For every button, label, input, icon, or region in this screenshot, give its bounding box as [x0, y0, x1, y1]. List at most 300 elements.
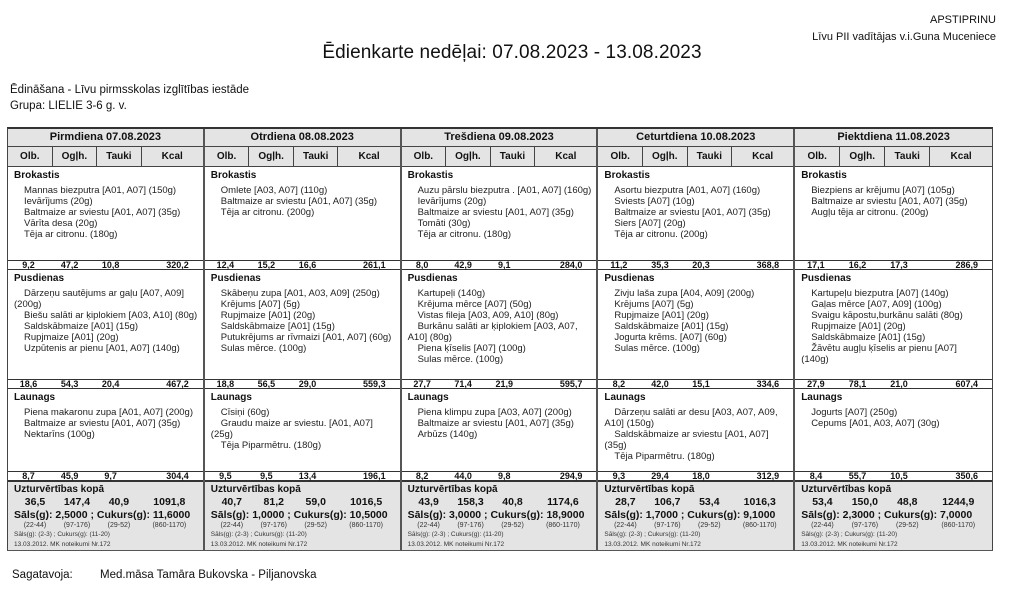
dish-item: Putukrējums ar rīvmaizi [A01, A07] (60g) [220, 332, 392, 343]
nutrient-column-header: Kcal [752, 151, 774, 162]
dish-item: Vārīta desa (20g) [24, 218, 98, 229]
dish-item: Sulas mērce. (100g) [417, 354, 504, 365]
meal-total-value: 9,8 [497, 471, 511, 481]
meal-total-value: 54,3 [60, 379, 79, 389]
dish-item: Gaļas mērce [A07, A09] (100g) [811, 299, 942, 310]
nutrient-column-header: Kcal [161, 151, 183, 162]
summary-value: 53,4 [699, 496, 720, 508]
nutrient-column-header: Olb. [598, 147, 643, 166]
meal-section [795, 270, 992, 389]
meal-total-value: 467,2 [166, 379, 189, 389]
range-value: (29-52) [501, 522, 524, 529]
meal-body [8, 270, 203, 379]
meal-total-value: 312,9 [756, 471, 780, 481]
meal-totals-row [205, 471, 400, 481]
meal-body [598, 167, 793, 260]
menu-meta [10, 82, 249, 114]
meal-name: Brokastis [407, 170, 454, 181]
regulation-reference: 13.03.2012. MK noteikumi Nr.172 [604, 541, 701, 548]
range-value: (97-176) [457, 522, 484, 529]
meal-total-value: 42,9 [454, 260, 472, 270]
nutrient-header-row [205, 147, 400, 167]
meal-total-value: 8,0 [415, 260, 429, 270]
meal-total-value: 8,7 [22, 471, 35, 481]
summary-title: Uzturvērtības kopā [604, 484, 695, 495]
dish-item: Tēja ar citronu. (200g) [220, 207, 315, 218]
recommended-ranges [801, 521, 988, 530]
nutrient-column-header: Tauki [491, 147, 536, 166]
meal-section [8, 167, 203, 270]
daily-summary [205, 481, 400, 550]
salt-sugar-total: Sāls(g): 2,5000 ; Cukurs(g): 11,6000 [14, 509, 191, 521]
meal-body [795, 270, 992, 379]
dish-item: Saldskābmaize [A01] (15g) [24, 321, 139, 332]
meal-total-value: 16,2 [848, 260, 867, 270]
page-title: Ēdienkarte nedēļai: 07.08.2023 - 13.08.2023 [322, 42, 702, 63]
dish-item: Baltmaize ar sviestu [A01, A07] (35g) [24, 207, 181, 218]
day-header: Piektdiena 11.08.2023 [795, 129, 992, 147]
meal-totals-row [402, 260, 597, 270]
meal-totals-row [795, 379, 992, 389]
summary-title: Uzturvērtības kopā [407, 484, 498, 495]
meal-total-value: 55,7 [848, 471, 867, 481]
meal-body [598, 270, 793, 379]
range-value: (97-176) [260, 522, 287, 529]
nutrient-header-row [402, 147, 597, 167]
meal-totals-row [205, 379, 400, 389]
meal-totals-row [598, 379, 793, 389]
dish-item: Skābeņu zupa [A01, A03, A09] (250g) [220, 288, 380, 299]
meal-total-value: 16,6 [298, 260, 317, 270]
summary-value: 158,3 [457, 496, 484, 508]
range-value: (29-52) [698, 522, 721, 529]
meal-total-value: 44,0 [454, 471, 472, 481]
meal-section [402, 389, 597, 481]
day-column [205, 129, 402, 549]
summary-value: 1244,9 [942, 496, 975, 508]
meal-total-value: 9,3 [612, 471, 626, 481]
dish-item: Jogurta krēms. [A07] (60g) [614, 332, 727, 343]
meal-total-value: 559,3 [363, 379, 386, 389]
dish-item: Rupjmaize [A01] (20g) [614, 310, 709, 321]
salt-sugar-total: Sāls(g): 3,0000 ; Cukurs(g): 18,9000 [407, 509, 585, 521]
meal-section [402, 167, 597, 270]
dish-item: Kartupeļu biezputra [A07] (140g) [811, 288, 949, 299]
meal-totals-row [8, 260, 203, 270]
meal-total-value: 9,1 [497, 260, 511, 270]
weekly-menu-table [7, 127, 993, 551]
meal-total-value: 8,2 [612, 379, 626, 389]
dish-item: Tēja ar citronu. (180g) [417, 229, 512, 240]
summary-title: Uzturvērtības kopā [14, 484, 105, 495]
nutrient-column-header: Tauki [294, 147, 339, 166]
dish-item: Rupjmaize [A01] (20g) [220, 310, 316, 321]
summary-values [604, 496, 789, 509]
salt-sugar-total: Sāls(g): 1,0000 ; Cukurs(g): 10,5000 [210, 509, 388, 521]
range-value: (22-44) [417, 522, 440, 529]
salt-sugar-total: Sāls(g): 2,3000 ; Cukurs(g): 7,0000 [801, 509, 973, 521]
meal-total-value: 21,9 [495, 379, 514, 389]
day-column [598, 129, 795, 549]
summary-value: 1174,6 [547, 496, 579, 508]
meal-totals-row [205, 260, 400, 270]
dish-item: Piena ķīselis [A07] (100g) [417, 343, 526, 354]
meal-total-value: 9,5 [260, 471, 273, 481]
day-header: Otrdiena 08.08.2023 [205, 129, 400, 147]
summary-title: Uzturvērtības kopā [801, 484, 892, 495]
meal-total-value: 261,1 [363, 260, 386, 270]
meal-total-value: 8,2 [415, 471, 429, 481]
dish-item: Kartupeļi (140g) [417, 288, 486, 299]
dish-item: Rupjmaize [A01] (20g) [24, 332, 119, 343]
summary-title: Uzturvērtības kopā [210, 484, 301, 495]
meal-name: Pusdienas [604, 273, 655, 284]
dish-item: Cīsiņi (60g) [220, 407, 270, 418]
summary-values [408, 496, 593, 509]
meal-total-value: 196,1 [363, 471, 386, 481]
daily-summary [598, 481, 793, 550]
dish-item: Dārzeņu sautējums ar gaļu [A07, A09] (200g) [14, 288, 185, 310]
meal-total-value: 15,1 [692, 379, 710, 389]
regulation-reference: 13.03.2012. MK noteikumi Nr.172 [14, 541, 111, 548]
meal-total-value: 27,9 [807, 379, 825, 389]
dish-item: Baltmaize ar sviestu [A01, A07] (35g) [417, 418, 574, 429]
meal-total-value: 12,4 [216, 260, 235, 270]
dish-item: Asortu biezputra [A01, A07] (160g) [614, 185, 761, 196]
meal-section [8, 389, 203, 481]
dish-item: Baltmaize ar sviestu [A01, A07] (35g) [24, 418, 181, 429]
meal-total-value: 13,4 [298, 471, 317, 481]
nutrient-column-header: Tauki [97, 147, 142, 166]
nutrient-column-header: Olb. [795, 147, 840, 166]
prepared-by-label: Sagatavoja: [12, 569, 73, 581]
meal-name: Brokastis [801, 170, 847, 181]
summary-values [801, 496, 988, 509]
summary-value: 40,7 [221, 496, 242, 508]
nutrient-column-header: Olb. [8, 147, 53, 166]
meal-name: Launags [604, 392, 646, 403]
summary-value: 1016,5 [350, 496, 383, 508]
meal-total-value: 78,1 [848, 379, 867, 389]
meal-section [598, 270, 793, 389]
dish-item: Sviests [A07] (10g) [614, 196, 695, 207]
meal-name: Brokastis [210, 170, 257, 181]
range-value: (860-1170) [742, 522, 777, 529]
dish-item: Baltmaize ar sviestu [A01, A07] (35g) [811, 196, 968, 207]
dish-item: Tomāti (30g) [417, 218, 471, 229]
meal-total-value: 45,9 [60, 471, 79, 481]
meal-total-value: 18,6 [19, 379, 38, 389]
dish-item: Augļu tēja ar citronu. (200g) [811, 207, 929, 218]
meal-totals-row [795, 260, 992, 270]
meal-total-value: 368,8 [756, 260, 780, 270]
meal-totals-row [8, 471, 203, 481]
range-value: (860-1170) [941, 522, 976, 529]
nutrient-header-row [8, 147, 203, 167]
meal-section [795, 167, 992, 270]
nutrient-column-header: Kcal [950, 151, 972, 162]
dish-item: Graudu maize ar sviestu. [A01, A07] (25g) [210, 418, 373, 440]
range-value: (97-176) [654, 522, 681, 529]
summary-value: 106,7 [654, 496, 681, 508]
dish-item: Arbūzs (140g) [417, 429, 478, 440]
regulation-reference: 13.03.2012. MK noteikumi Nr.172 [801, 541, 898, 548]
salt-sugar-norm: Sāls(g): (2-3) ; Cukurs(g): (11-20) [604, 531, 701, 538]
dish-item: Mannas biezputra [A01, A07] (150g) [24, 185, 177, 196]
day-header: Trešdiena 09.08.2023 [402, 129, 597, 147]
nutrient-header-row [598, 147, 793, 167]
meal-body [8, 167, 203, 260]
approval-label: APSTIPRINU [929, 14, 996, 26]
dish-item: Piena makaronu zupa [A01, A07] (200g) [24, 407, 194, 418]
meal-total-value: 35,3 [651, 260, 669, 270]
nutrient-header-row [795, 147, 992, 167]
meal-total-value: 10,5 [890, 471, 908, 481]
meal-total-value: 18,8 [216, 379, 235, 389]
daily-summary [795, 481, 992, 550]
meal-name: Brokastis [604, 170, 650, 181]
meal-totals-row [402, 471, 597, 481]
meal-total-value: 56,5 [257, 379, 276, 389]
meal-total-value: 47,2 [60, 260, 79, 270]
meal-body [402, 270, 597, 379]
dish-item: Saldskābmaize [A01] (15g) [614, 321, 729, 332]
summary-value: 147,4 [63, 496, 91, 508]
meal-total-value: 42,0 [651, 379, 669, 389]
meal-total-value: 21,0 [890, 379, 908, 389]
dish-item: Tēja Piparmētru. (180g) [220, 440, 322, 451]
range-value: (29-52) [107, 522, 131, 529]
meal-name: Pusdienas [801, 273, 852, 284]
meal-name: Launags [407, 392, 449, 403]
meal-totals-row [598, 260, 793, 270]
daily-summary [8, 481, 203, 550]
footer [12, 569, 316, 581]
meal-body [402, 167, 597, 260]
meal-body [205, 270, 400, 379]
meal-total-value: 20,4 [101, 379, 120, 389]
day-column [402, 129, 599, 549]
summary-values [14, 496, 199, 509]
summary-value: 59,0 [305, 496, 326, 508]
dish-item: Žāvētu augļu ķīselis ar pienu [A07] (140g) [801, 343, 957, 365]
nutrient-column-header: Kcal [358, 151, 380, 162]
summary-value: 150,0 [851, 496, 878, 508]
meal-name: Pusdienas [407, 273, 458, 284]
summary-value: 81,2 [263, 496, 284, 508]
salt-sugar-norm: Sāls(g): (2-3) ; Cukurs(g): (11-20) [210, 531, 307, 538]
meal-total-value: 294,9 [559, 471, 583, 481]
meal-total-value: 9,2 [22, 260, 35, 270]
approval-block [812, 12, 996, 46]
meal-name: Pusdienas [210, 273, 261, 284]
salt-sugar-total: Sāls(g): 1,7000 ; Cukurs(g): 9,1000 [604, 509, 776, 521]
meal-section [402, 270, 597, 389]
range-value: (860-1170) [546, 522, 580, 529]
summary-values [211, 496, 396, 509]
recommended-ranges [211, 521, 396, 530]
dish-item: Saldskābmaize [A01] (15g) [811, 332, 926, 343]
dish-item: Tēja ar citronu. (180g) [24, 229, 118, 240]
meal-total-value: 29,0 [298, 379, 317, 389]
group-label: Grupa: LIELIE 3-6 g. v. [10, 100, 127, 112]
meal-total-value: 29,4 [651, 471, 669, 481]
dish-item: Siers [A07] (20g) [614, 218, 686, 229]
meal-section [598, 167, 793, 270]
meal-total-value: 320,2 [166, 260, 189, 270]
meal-total-value: 11,2 [610, 260, 628, 270]
nutrient-column-header: Ogļh. [840, 147, 885, 166]
meal-total-value: 17,1 [807, 260, 825, 270]
meal-total-value: 607,4 [955, 379, 978, 389]
nutrient-column-header: Ogļh. [446, 147, 491, 166]
meal-total-value: 9,7 [104, 471, 117, 481]
meal-total-value: 71,4 [454, 379, 472, 389]
meal-totals-row [598, 471, 793, 481]
meal-name: Launags [801, 392, 843, 403]
meal-total-value: 9,5 [219, 471, 232, 481]
meal-section [598, 389, 793, 481]
meal-body [205, 167, 400, 260]
dish-item: Biešu salāti ar ķiplokiem [A03, A10] (80g) [24, 310, 198, 321]
dish-item: Auzu pārslu biezputra . [A01, A07] (160g) [417, 185, 592, 196]
meal-section [205, 167, 400, 270]
dish-item: Saldskābmaize [A01] (15g) [220, 321, 335, 332]
meal-total-value: 15,2 [257, 260, 276, 270]
nutrient-column-header: Kcal [555, 151, 577, 162]
prepared-by-name: Med.māsa Tamāra Bukovska - Piljanovska [100, 569, 317, 581]
nutrient-column-header: Ogļh. [53, 147, 98, 166]
dish-item: Baltmaize ar sviestu [A01, A07] (35g) [614, 207, 771, 218]
meal-section [205, 270, 400, 389]
summary-value: 36,5 [24, 496, 46, 508]
dish-item: Baltmaize ar sviestu [A01, A07] (35g) [417, 207, 574, 218]
dish-item: Saldskābmaize ar sviestu [A01, A07] (35g) [604, 429, 769, 451]
meal-total-value: 8,4 [809, 471, 823, 481]
recommended-ranges [408, 521, 593, 530]
meal-total-value: 334,6 [756, 379, 780, 389]
dish-item: Dārzeņu salāti ar desu [A03, A07, A09, A10] (150g) [604, 407, 778, 429]
summary-value: 1091,8 [153, 496, 186, 508]
range-value: (860-1170) [152, 522, 187, 529]
meal-name: Brokastis [14, 170, 60, 181]
meal-total-value: 10,8 [101, 260, 120, 270]
range-value: (22-44) [614, 522, 637, 529]
range-value: (97-176) [63, 522, 91, 529]
day-header: Ceturtdiena 10.08.2023 [598, 129, 793, 147]
summary-value: 1016,3 [743, 496, 776, 508]
meal-section [8, 270, 203, 389]
catering-provider: Ēdināšana - Līvu pirmsskolas izglītības iestāde [10, 84, 250, 96]
summary-value: 43,9 [418, 496, 439, 508]
recommended-ranges [14, 521, 199, 530]
dish-item: Krējums [A07] (5g) [220, 299, 300, 310]
meal-total-value: 286,9 [955, 260, 978, 270]
nutrient-column-header: Ogļh. [249, 147, 294, 166]
meal-totals-row [402, 379, 597, 389]
regulation-reference: 13.03.2012. MK noteikumi Nr.172 [210, 541, 308, 548]
meal-total-value: 27,7 [413, 379, 431, 389]
day-column [795, 129, 992, 549]
dish-item: Svaigu kāpostu,burkānu salāti (80g) [811, 310, 963, 321]
meal-name: Launags [210, 392, 252, 403]
summary-value: 28,7 [615, 496, 636, 508]
meal-totals-row [8, 379, 203, 389]
dish-item: Cepums [A01, A03, A07] (30g) [811, 418, 940, 429]
range-value: (22-44) [811, 522, 834, 529]
range-value: (860-1170) [349, 522, 383, 529]
dish-item: Sulas mērce. (100g) [220, 343, 307, 354]
dish-item: Tēja Piparmētru. (180g) [614, 451, 715, 462]
meal-total-value: 18,0 [692, 471, 710, 481]
day-header: Pirmdiena 07.08.2023 [8, 129, 203, 147]
range-value: (29-52) [304, 522, 327, 529]
salt-sugar-norm: Sāls(g): (2-3) ; Cukurs(g): (11-20) [14, 531, 110, 538]
dish-item: Burkānu salāti ar ķiplokiem [A03, A07, A10] (80g) [407, 321, 578, 343]
meal-body [598, 389, 793, 471]
dish-item: Uzpūtenis ar pienu [A01, A07] (140g) [24, 343, 180, 354]
range-value: (29-52) [895, 522, 919, 529]
dish-item: Vistas fileja [A03, A09, A10] (80g) [417, 310, 559, 321]
summary-value: 40,8 [502, 496, 523, 508]
meal-section [205, 389, 400, 481]
summary-value: 53,4 [812, 496, 833, 508]
meal-body [205, 389, 400, 471]
regulation-reference: 13.03.2012. MK noteikumi Nr.172 [407, 541, 505, 548]
meal-totals-row [795, 471, 992, 481]
meal-name: Launags [14, 392, 56, 403]
meal-total-value: 20,3 [692, 260, 710, 270]
dish-item: Piena klimpu zupa [A03, A07] (200g) [417, 407, 572, 418]
meal-body [795, 167, 992, 260]
dish-item: Krējums [A07] (5g) [614, 299, 694, 310]
meal-body [402, 389, 597, 471]
meal-total-value: 350,6 [955, 471, 978, 481]
range-value: (22-44) [23, 522, 47, 529]
nutrient-column-header: Olb. [205, 147, 250, 166]
dish-item: Sulas mērce. (100g) [614, 343, 700, 354]
summary-value: 48,8 [897, 496, 918, 508]
dish-item: Nektarīns (100g) [24, 429, 95, 440]
range-value: (22-44) [220, 522, 244, 529]
meal-body [8, 389, 203, 471]
nutrient-column-header: Ogļh. [643, 147, 688, 166]
meal-total-value: 595,7 [559, 379, 583, 389]
nutrient-column-header: Olb. [402, 147, 447, 166]
dish-item: Baltmaize ar sviestu [A01, A07] (35g) [220, 196, 378, 207]
meal-total-value: 304,4 [166, 471, 189, 481]
meal-name: Pusdienas [14, 273, 65, 284]
dish-item: Krējuma mērce [A07] (50g) [417, 299, 532, 310]
nutrient-column-header: Tauki [885, 147, 930, 166]
meal-body [795, 389, 992, 471]
recommended-ranges [604, 521, 789, 530]
nutrient-column-header: Tauki [688, 147, 733, 166]
day-column [8, 129, 205, 549]
range-value: (97-176) [851, 522, 879, 529]
dish-item: Zivju laša zupa [A04, A09] (200g) [614, 288, 755, 299]
dish-item: Omlete [A03, A07] (110g) [220, 185, 328, 196]
salt-sugar-norm: Sāls(g): (2-3) ; Cukurs(g): (11-20) [407, 531, 504, 538]
dish-item: Biezpiens ar krējumu [A07] (105g) [811, 185, 955, 196]
meal-section [795, 389, 992, 481]
dish-item: Rupjmaize [A01] (20g) [811, 321, 906, 332]
dish-item: Ievārījums (20g) [417, 196, 487, 207]
approval-signer: Līvu PII vadītājas v.i.Guna Muceniece [812, 31, 996, 43]
dish-item: Jogurts [A07] (250g) [811, 407, 898, 418]
salt-sugar-norm: Sāls(g): (2-3) ; Cukurs(g): (11-20) [801, 531, 898, 538]
summary-value: 40,9 [108, 496, 130, 508]
